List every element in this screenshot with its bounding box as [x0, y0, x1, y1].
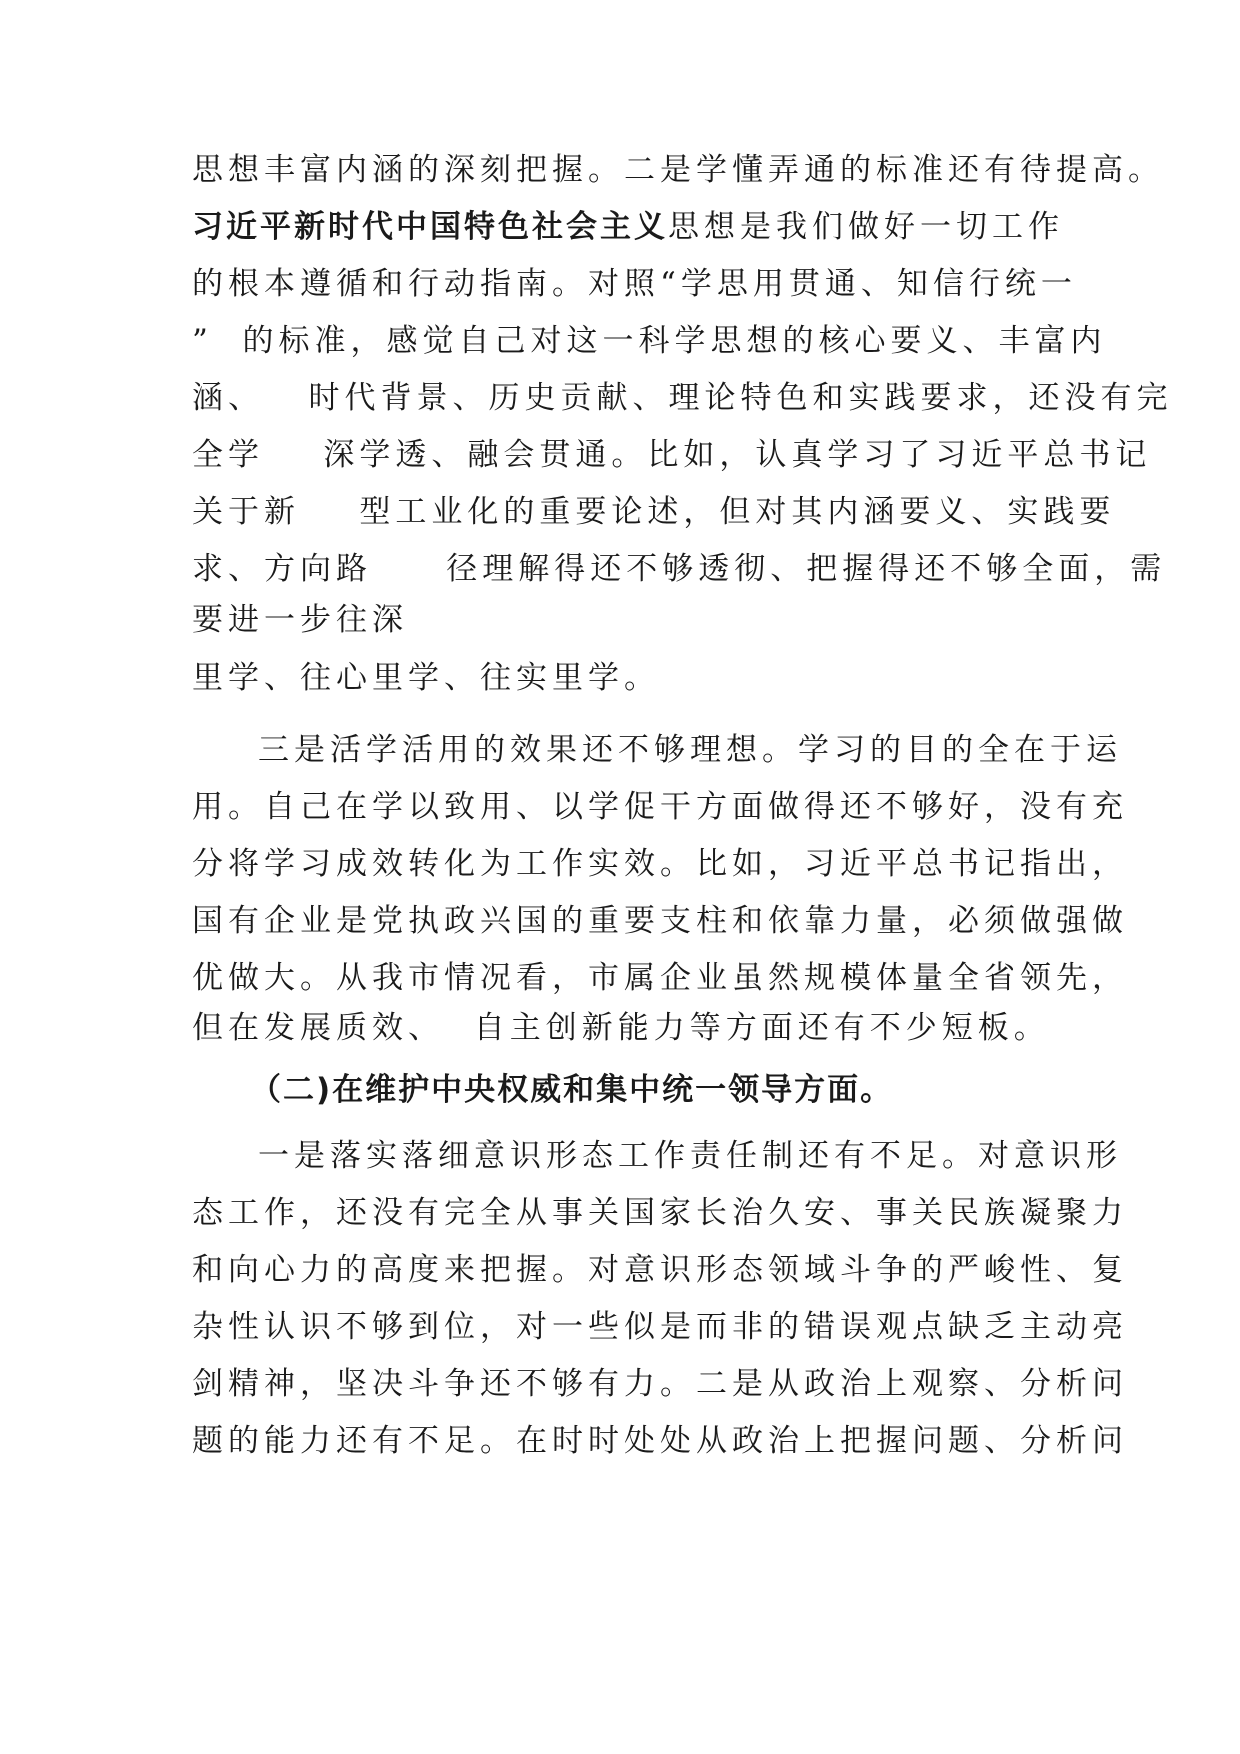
text-line: ” 的标准，感觉自己对这一科学思想的核心要义、丰富内	[192, 323, 1107, 359]
text-line: 里学、往心里学、往实里学。	[192, 660, 660, 696]
text-line: 优做大。从我市情况看，市属企业虽然规模体量全省领先，	[192, 960, 1128, 996]
text-line: 态工作，还没有完全从事关国家长治久安、事关民族凝聚力	[192, 1195, 1128, 1231]
text-line: 国有企业是党执政兴国的重要支柱和依靠力量，必须做强做	[192, 903, 1128, 939]
text-line: 一是落实落细意识形态工作责任制还有不足。对意识形	[258, 1138, 1122, 1174]
text-line: 和向心力的高度来把握。对意识形态领域斗争的严峻性、复	[192, 1252, 1128, 1288]
text-line: 关于新 型工业化的重要论述，但对其内涵要义、实践要	[192, 494, 1116, 530]
text-line: 分将学习成效转化为工作实效。比如，习近平总书记指出，	[192, 846, 1128, 882]
text-line: 全学 深学透、融会贯通。比如，认真学习了习近平总书记	[192, 437, 1152, 473]
text-line: 要进一步往深	[192, 602, 408, 638]
text-line: 涵、 时代背景、历史贡献、理论特色和实践要求，还没有完	[192, 380, 1173, 416]
section-heading: （二)在维护中央权威和集中统一领导方面。	[250, 1072, 894, 1108]
text-line: 用。自己在学以致用、以学促干方面做得还不够好，没有充	[192, 789, 1128, 825]
text-line: 剑精神，坚决斗争还不够有力。二是从政治上观察、分析问	[192, 1366, 1128, 1402]
text-line: 但在发展质效、 自主创新能力等方面还有不少短板。	[192, 1010, 1050, 1046]
text-line: 题的能力还有不足。在时时处处从政治上把握问题、分析问	[192, 1423, 1128, 1459]
text-line: 思想丰富内涵的深刻把握。二是学懂弄通的标准还有待提高。	[192, 152, 1164, 188]
text-line: 的根本遵循和行动指南。对照“学思用贯通、知信行统一	[192, 266, 1077, 302]
text-line: 求、方向路 径理解得还不够透彻、把握得还不够全面，需	[192, 551, 1167, 587]
text-line: 三是活学活用的效果还不够理想。学习的目的全在于运	[258, 732, 1122, 768]
text-line: 杂性认识不够到位，对一些似是而非的错误观点缺乏主动亮	[192, 1309, 1128, 1345]
text-line: 习近平新时代中国特色社会主义思想是我们做好一切工作	[192, 209, 1064, 245]
bold-phrase: 习近平新时代中国特色社会主义	[192, 209, 668, 245]
